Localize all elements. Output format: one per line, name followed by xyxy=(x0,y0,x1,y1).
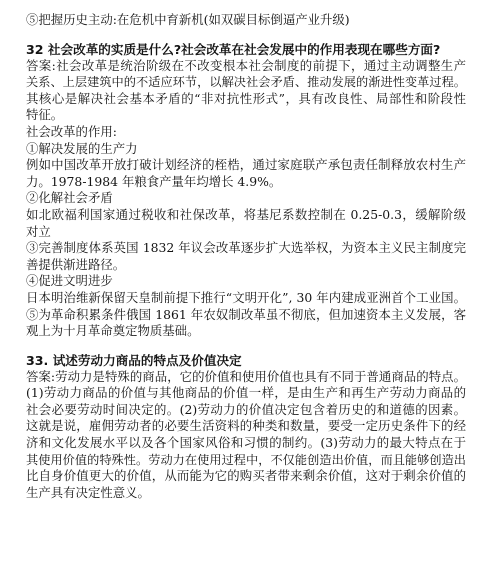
answer-line: 特征。 xyxy=(26,107,64,123)
roles-line: 对立 xyxy=(26,223,51,239)
roles-line: 如北欧福利国家通过税收和社保改革，将基尼系数控制在 0.25-0.3，缓解阶级 xyxy=(26,206,466,222)
answer-line: 这就是说，雇佣劳动者的必要生活资料的种类和数量，要受一定历史条件下的经 xyxy=(26,418,466,434)
answer-line: 社会必要劳动时间决定的。(2)劳动力的价值决定包含着历史的和道德的因素。 xyxy=(26,401,466,417)
answer-line: 答案:社会改革是统治阶级在不改变根本社会制度的前提下，通过主动调整生产 xyxy=(26,57,466,73)
answer-line: 比自身价值更大的价值，从而能为它的购买者带来剩余价值，这对于剩余价值的 xyxy=(26,468,466,484)
roles-line: ⑤为革命积累条件俄国 1861 年农奴制改革虽不彻底，但加速资本主义发展，客 xyxy=(26,306,466,322)
spacer xyxy=(26,340,466,352)
roles-line: ①解决发展的生产力 xyxy=(26,140,138,156)
answer-line: 其核心是解决社会基本矛盾的“非对抗性形式”，具有改良性、局部性和阶段性 xyxy=(26,90,466,106)
document-page xyxy=(26,12,466,501)
roles-line: 例如中国改革开放打破计划经济的桎梏，通过家庭联产承包责任制释放农村生产 xyxy=(26,157,466,173)
item-5-text: ⑤把握历史主动:在危机中育新机(如双碳目标倒逼产业升级) xyxy=(26,12,350,27)
answer-line: 济和文化发展水平以及各个国家风俗和习惯的制约。(3)劳动力的最大特点在于 xyxy=(26,435,466,451)
answer-line: 其使用价值的特殊性。劳动力在使用过程中，不仅能创造出价值，而且能够创造出 xyxy=(26,452,466,467)
question-33-title: 33. 试述劳动力商品的特点及价值决定 xyxy=(26,352,242,368)
answer-line: 生产具有决定性意义。 xyxy=(26,484,150,500)
roles-line: ③完善制度体系英国 1832 年议会改革逐步扩大选举权，为资本主义民主制度完 xyxy=(26,240,466,256)
answer-line: 答案:劳动力是特殊的商品，它的价值和使用价值也具有不同于普通商品的特点。 xyxy=(26,368,466,384)
roles-line: ②化解社会矛盾 xyxy=(26,190,113,206)
roles-line: 善提供渐进路径。 xyxy=(26,256,126,272)
question-32-title: 32 社会改革的实质是什么?社会改革在社会发展中的作用表现在哪些方面? xyxy=(26,41,441,57)
question-32-answer xyxy=(26,58,466,124)
question-33-answer xyxy=(26,369,466,502)
roles-line: 观上为十月革命奠定物质基础。 xyxy=(26,323,200,339)
roles-line: 日本明治维新保留天皇制前提下推行“文明开化”, 30 年内建成亚洲首个工业国。 xyxy=(26,289,466,305)
roles-heading: 社会改革的作用: xyxy=(26,123,117,139)
spacer xyxy=(26,29,466,41)
roles-line: ④促进文明进步 xyxy=(26,273,113,289)
question-32-roles xyxy=(26,124,466,340)
answer-line: (1)劳动力商品的价值与其他商品的价值一样，是由生产和再生产劳动力商品的 xyxy=(26,385,466,401)
roles-line: 力。1978-1984 年粮食产量年均增长 4.9%。 xyxy=(26,173,282,189)
answer-line: 关系、上层建筑中的不适应环节，以解决社会矛盾、推动发展的渐进性变革过程。 xyxy=(26,75,466,90)
